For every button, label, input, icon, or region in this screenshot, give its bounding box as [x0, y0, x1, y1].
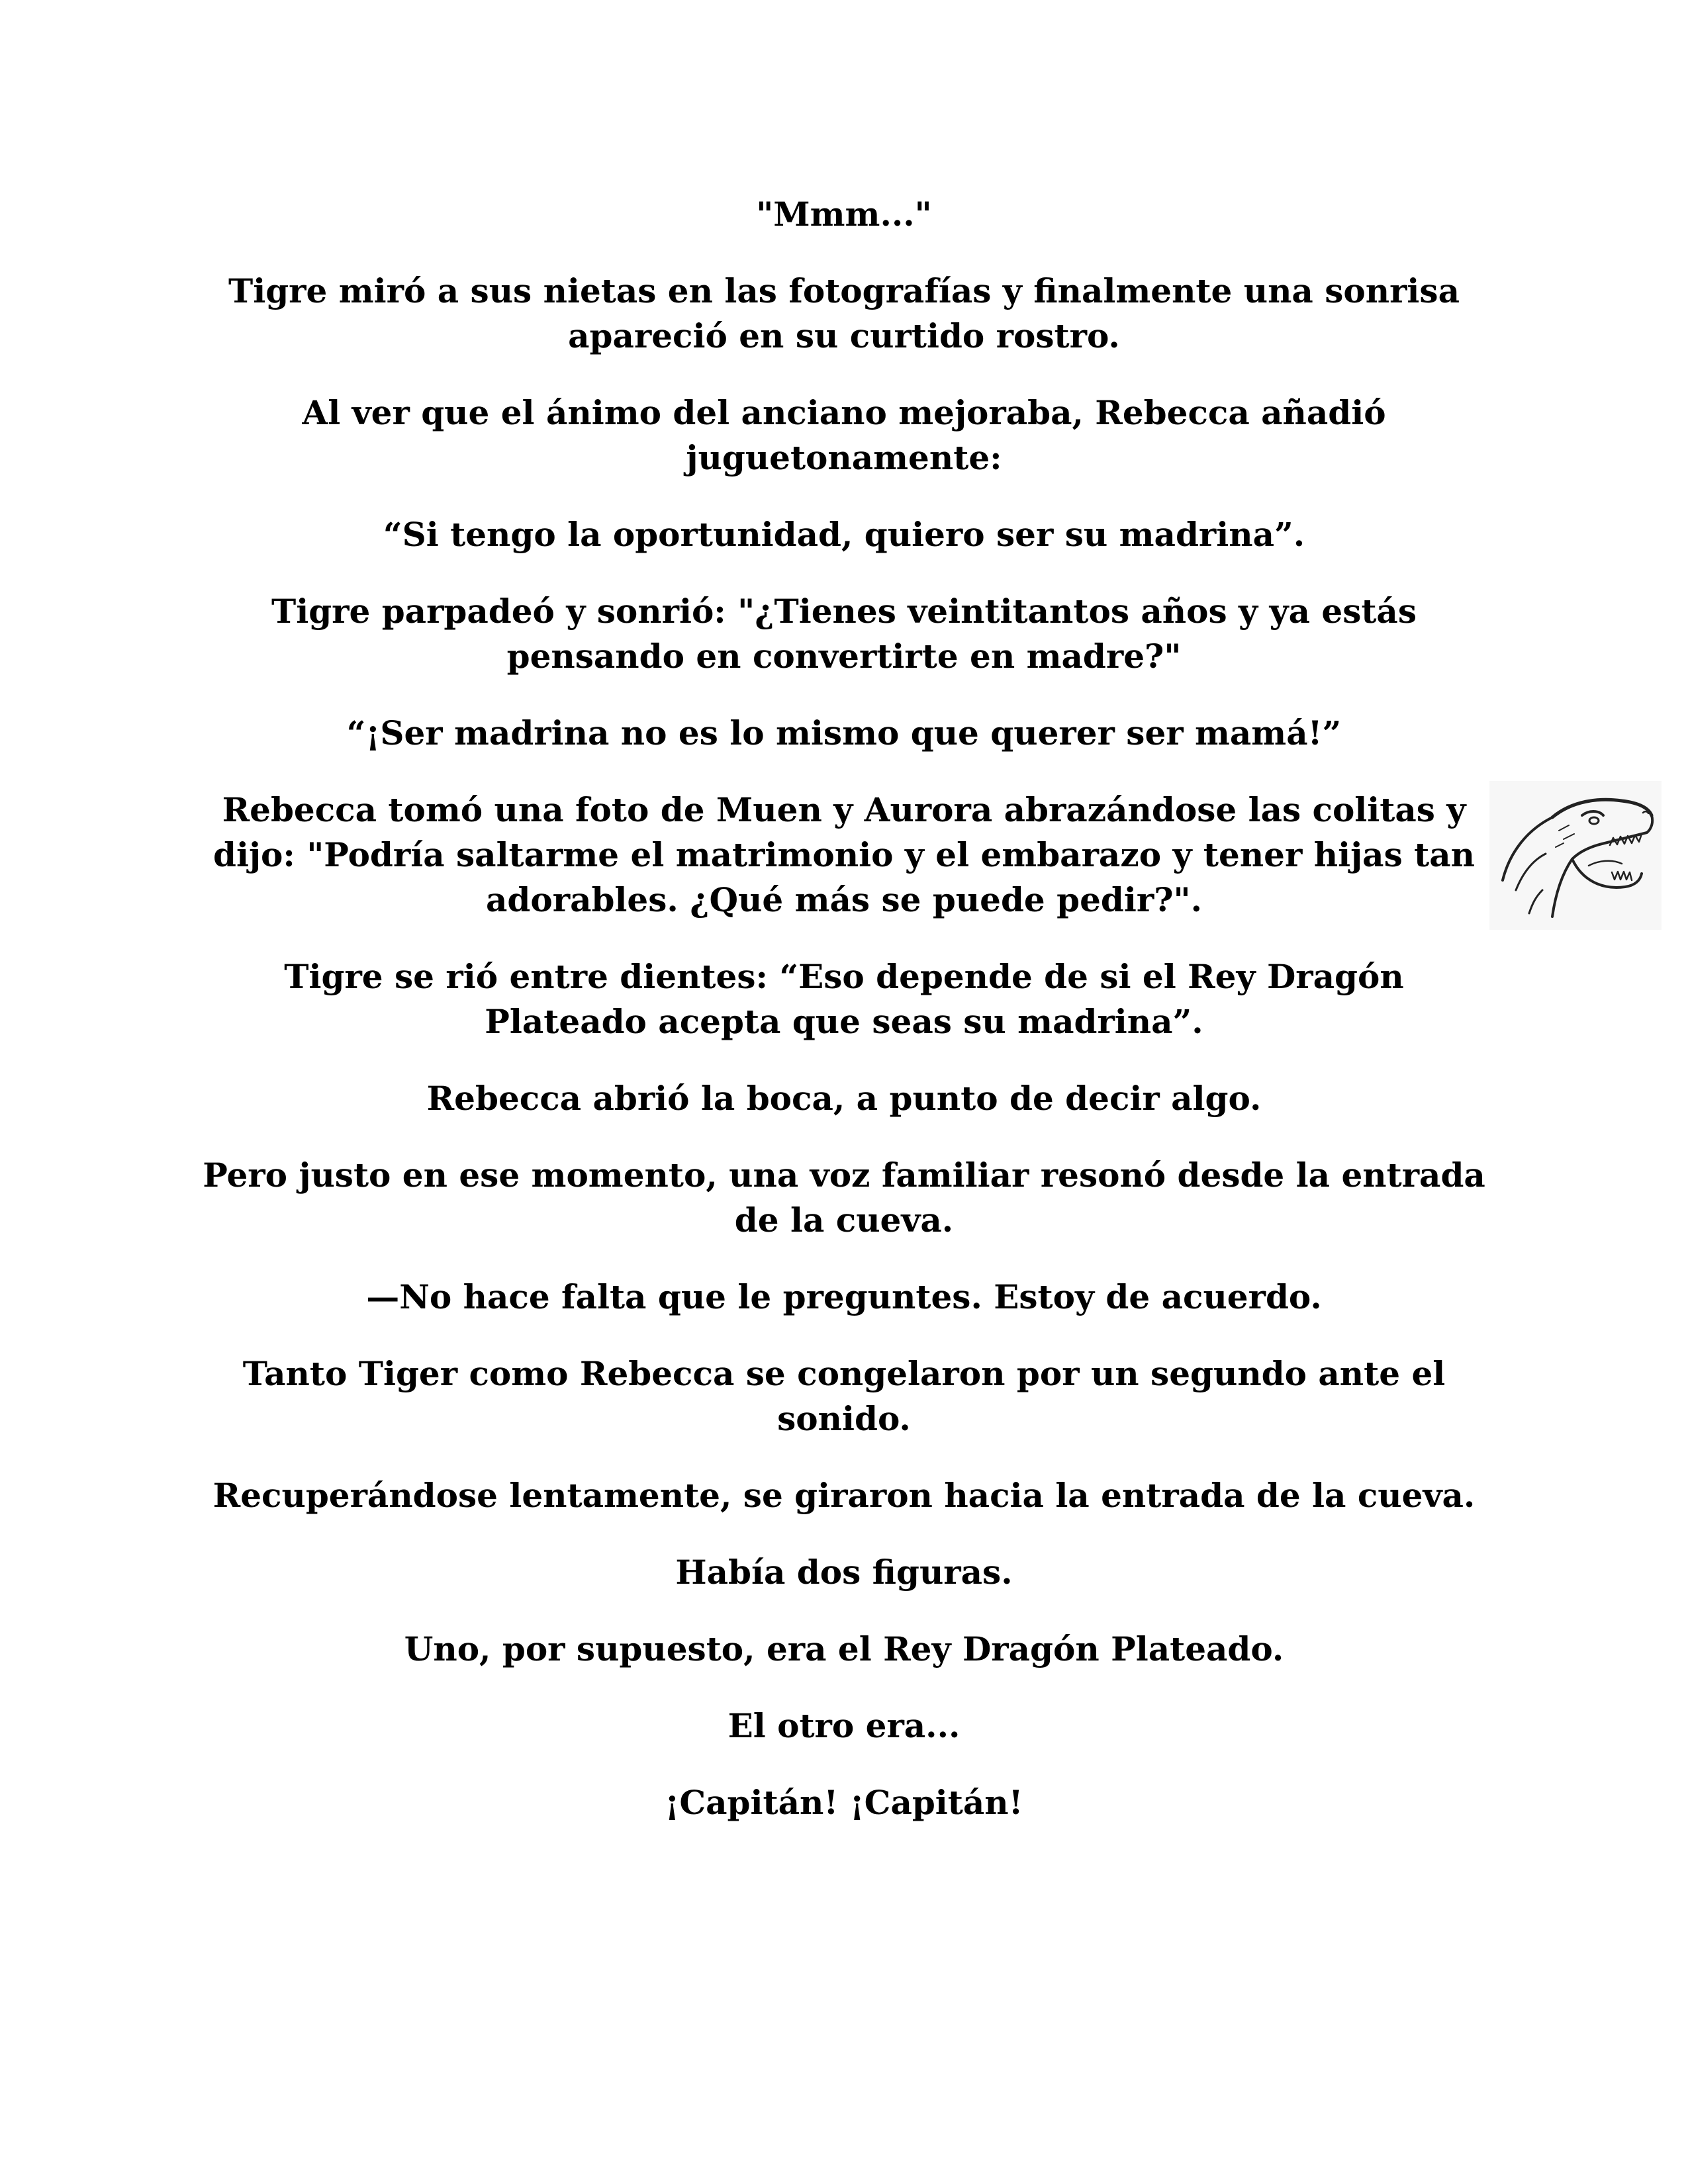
paragraph: Rebecca tomó una foto de Muen y Aurora abrazándose las colitas y dijo: "Podría saltarme el matrimonio y el embarazo y tener hijas tan adorables. ¿Qué más se puede pedir?". [213, 790, 1475, 919]
paragraph: Pero justo en ese momento, una voz familiar resonó desde la entrada de la cueva. [203, 1156, 1485, 1240]
dinosaur-head-sketch-icon [1489, 781, 1662, 930]
paragraph: El otro era... [727, 1706, 961, 1745]
paragraph: ¡Capitán! ¡Capitán! [665, 1783, 1023, 1822]
paragraph: —No hace falta que le preguntes. Estoy de acuerdo. [366, 1277, 1322, 1316]
paragraph: Rebecca abrió la boca, a punto de decir algo. [426, 1079, 1262, 1118]
paragraph: Había dos figuras. [675, 1553, 1013, 1592]
paragraph: “Si tengo la oportunidad, quiero ser su madrina”. [383, 515, 1305, 554]
paragraph: Al ver que el ánimo del anciano mejoraba, Rebecca añadió juguetonamente: [302, 393, 1386, 477]
paragraph: Tigre parpadeó y sonrió: "¿Tienes veintitantos años y ya estás pensando en convertirte en madre?" [271, 592, 1417, 676]
paragraph: Tanto Tiger como Rebecca se congelaron por un segundo ante el sonido. [242, 1354, 1446, 1438]
paragraph: “¡Ser madrina no es lo mismo que querer ser mamá!” [346, 713, 1342, 752]
paragraph: Tigre se rió entre dientes: “Eso depende de si el Rey Dragón Plateado acepta que seas su madrina”. [284, 957, 1404, 1041]
paragraph: "Mmm..." [756, 195, 932, 234]
paragraph: Tigre miró a sus nietas en las fotografías y finalmente una sonrisa apareció en su curtido rostro. [228, 271, 1460, 355]
story-text [199, 192, 1489, 1825]
paragraph: Recuperándose lentamente, se giraron hacia la entrada de la cueva. [212, 1476, 1476, 1515]
paragraph: Uno, por supuesto, era el Rey Dragón Plateado. [404, 1629, 1284, 1668]
